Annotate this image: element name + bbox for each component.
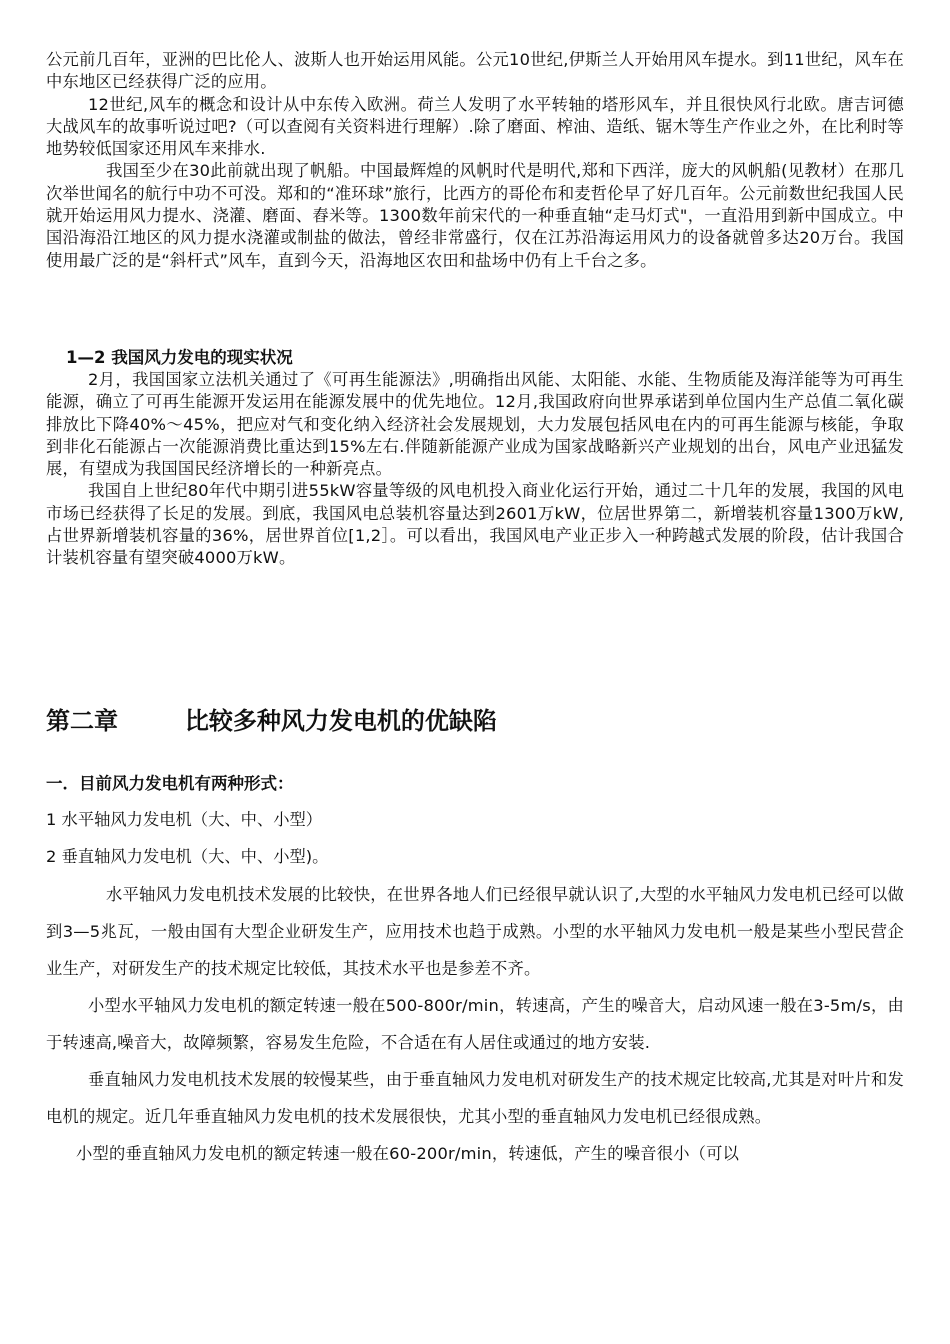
list-item: 2 垂直轴风力发电机（大、中、小型)。: [46, 847, 329, 866]
paragraph: 小型的垂直轴风力发电机的额定转速一般在60-200r/min，转速低，产生的噪音很小（可以: [76, 1144, 740, 1163]
chapter-two: [46, 706, 904, 736]
paragraph: 12世纪,风车的概念和设计从中东传入欧洲。荷兰人发明了水平转轴的塔形风车，并且很快风行北欧。唐吉诃德大战风车的故事听说过吧?（可以查阅有关资料进行理解）.除了磨面、榨油、造纸、锯木等生产作业之外，在比利时等地势较低国家还用风车来排水.: [46, 94, 904, 159]
paragraph: 我国自上世纪80年代中期引进55kW容量等级的风电机投入商业化运行开始，通过二十几年的发展，我国的风电市场已经获得了长足的发展。到底，我国风电总装机容量达到2601万kW，位居世界第二，新增装机容量1300万kW,占世界新增装机容量的36%，居世界首位[1,2］。可以看出，我国风电产业正步入一种跨越式发展的阶段，估计我国合计装机容量有望突破4000万kW。: [46, 481, 904, 568]
paragraph: 垂直轴风力发电机技术发展的较慢某些，由于垂直轴风力发电机对研发生产的技术规定比较高,尤其是对叶片和发电机的规定。近几年垂直轴风力发电机的技术发展很快，尤其小型的垂直轴风力发电机已经很成熟。: [46, 1070, 904, 1126]
section-heading: 1—2 我国风力发电的现实状况: [66, 348, 293, 367]
section-history: [46, 49, 904, 272]
paragraph: 2月，我国国家立法机关通过了《可再生能源法》,明确指出风能、太阳能、水能、生物质能及海洋能等为可再生能源，确立了可再生能源开发运用在能源发展中的优先地位。12月,我国政府向世界承诺到单位国内生产总值二氧化碳排放比下降40%～45%，把应对气和变化纳入经济社会发展规划，大力发展包括风电在内的可再生能源与核能，争取到非化石能源占一次能源消费比重达到15%左右.伴随新能源产业成为国家战略新兴产业规划的出台，风电产业迅猛发展，有望成为我国国民经济增长的一种新亮点。: [46, 370, 904, 479]
paragraph: 水平轴风力发电机技术发展的比较快，在世界各地人们已经很早就认识了,大型的水平轴风力发电机已经可以做到3—5兆瓦，一般由国有大型企业研发生产，应用技术也趋于成熟。小型的水平轴风力发电机一般是某些小型民营企业生产，对研发生产的技术规定比较低，其技术水平也是参差不齐。: [46, 885, 904, 978]
chapter-two-body: [46, 772, 904, 1172]
list-item: 1 水平轴风力发电机（大、中、小型）: [46, 810, 323, 829]
subheading: 一．目前风力发电机有两种形式：: [46, 774, 294, 793]
paragraph: 公元前几百年，亚洲的巴比伦人、波斯人也开始运用风能。公元10世纪,伊斯兰人开始用风车提水。到11世纪，风车在中东地区已经获得广泛的应用。: [46, 50, 904, 92]
chapter-title: 第二章 比较多种风力发电机的优缺陷: [46, 706, 497, 735]
section-current-status: [46, 347, 904, 570]
paragraph: 我国至少在30此前就出现了帆船。中国最辉煌的风帆时代是明代,郑和下西洋，庞大的风帆船(见教材）在那几次举世闻名的航行中功不可没。郑和的“准环球”旅行，比西方的哥伦布和麦哲伦早了好几百年。公元前数世纪我国人民就开始运用风力提水、浇灌、磨面、舂米等。1300数年前宋代的一种垂直轴“走马灯式"，一直沿用到新中国成立。中国沿海沿江地区的风力提水浇灌或制盐的做法，曾经非常盛行，仅在江苏沿海运用风力的设备就曾多达20万台。我国使用最广泛的是“斜杆式”风车，直到今天，沿海地区农田和盐场中仍有上千台之多。: [46, 161, 904, 270]
paragraph: 小型水平轴风力发电机的额定转速一般在500-800r/min，转速高，产生的噪音大，启动风速一般在3-5m/s，由于转速高,噪音大，故障频繁，容易发生危险，不合适在有人居住或通过的地方安装.: [46, 996, 904, 1052]
